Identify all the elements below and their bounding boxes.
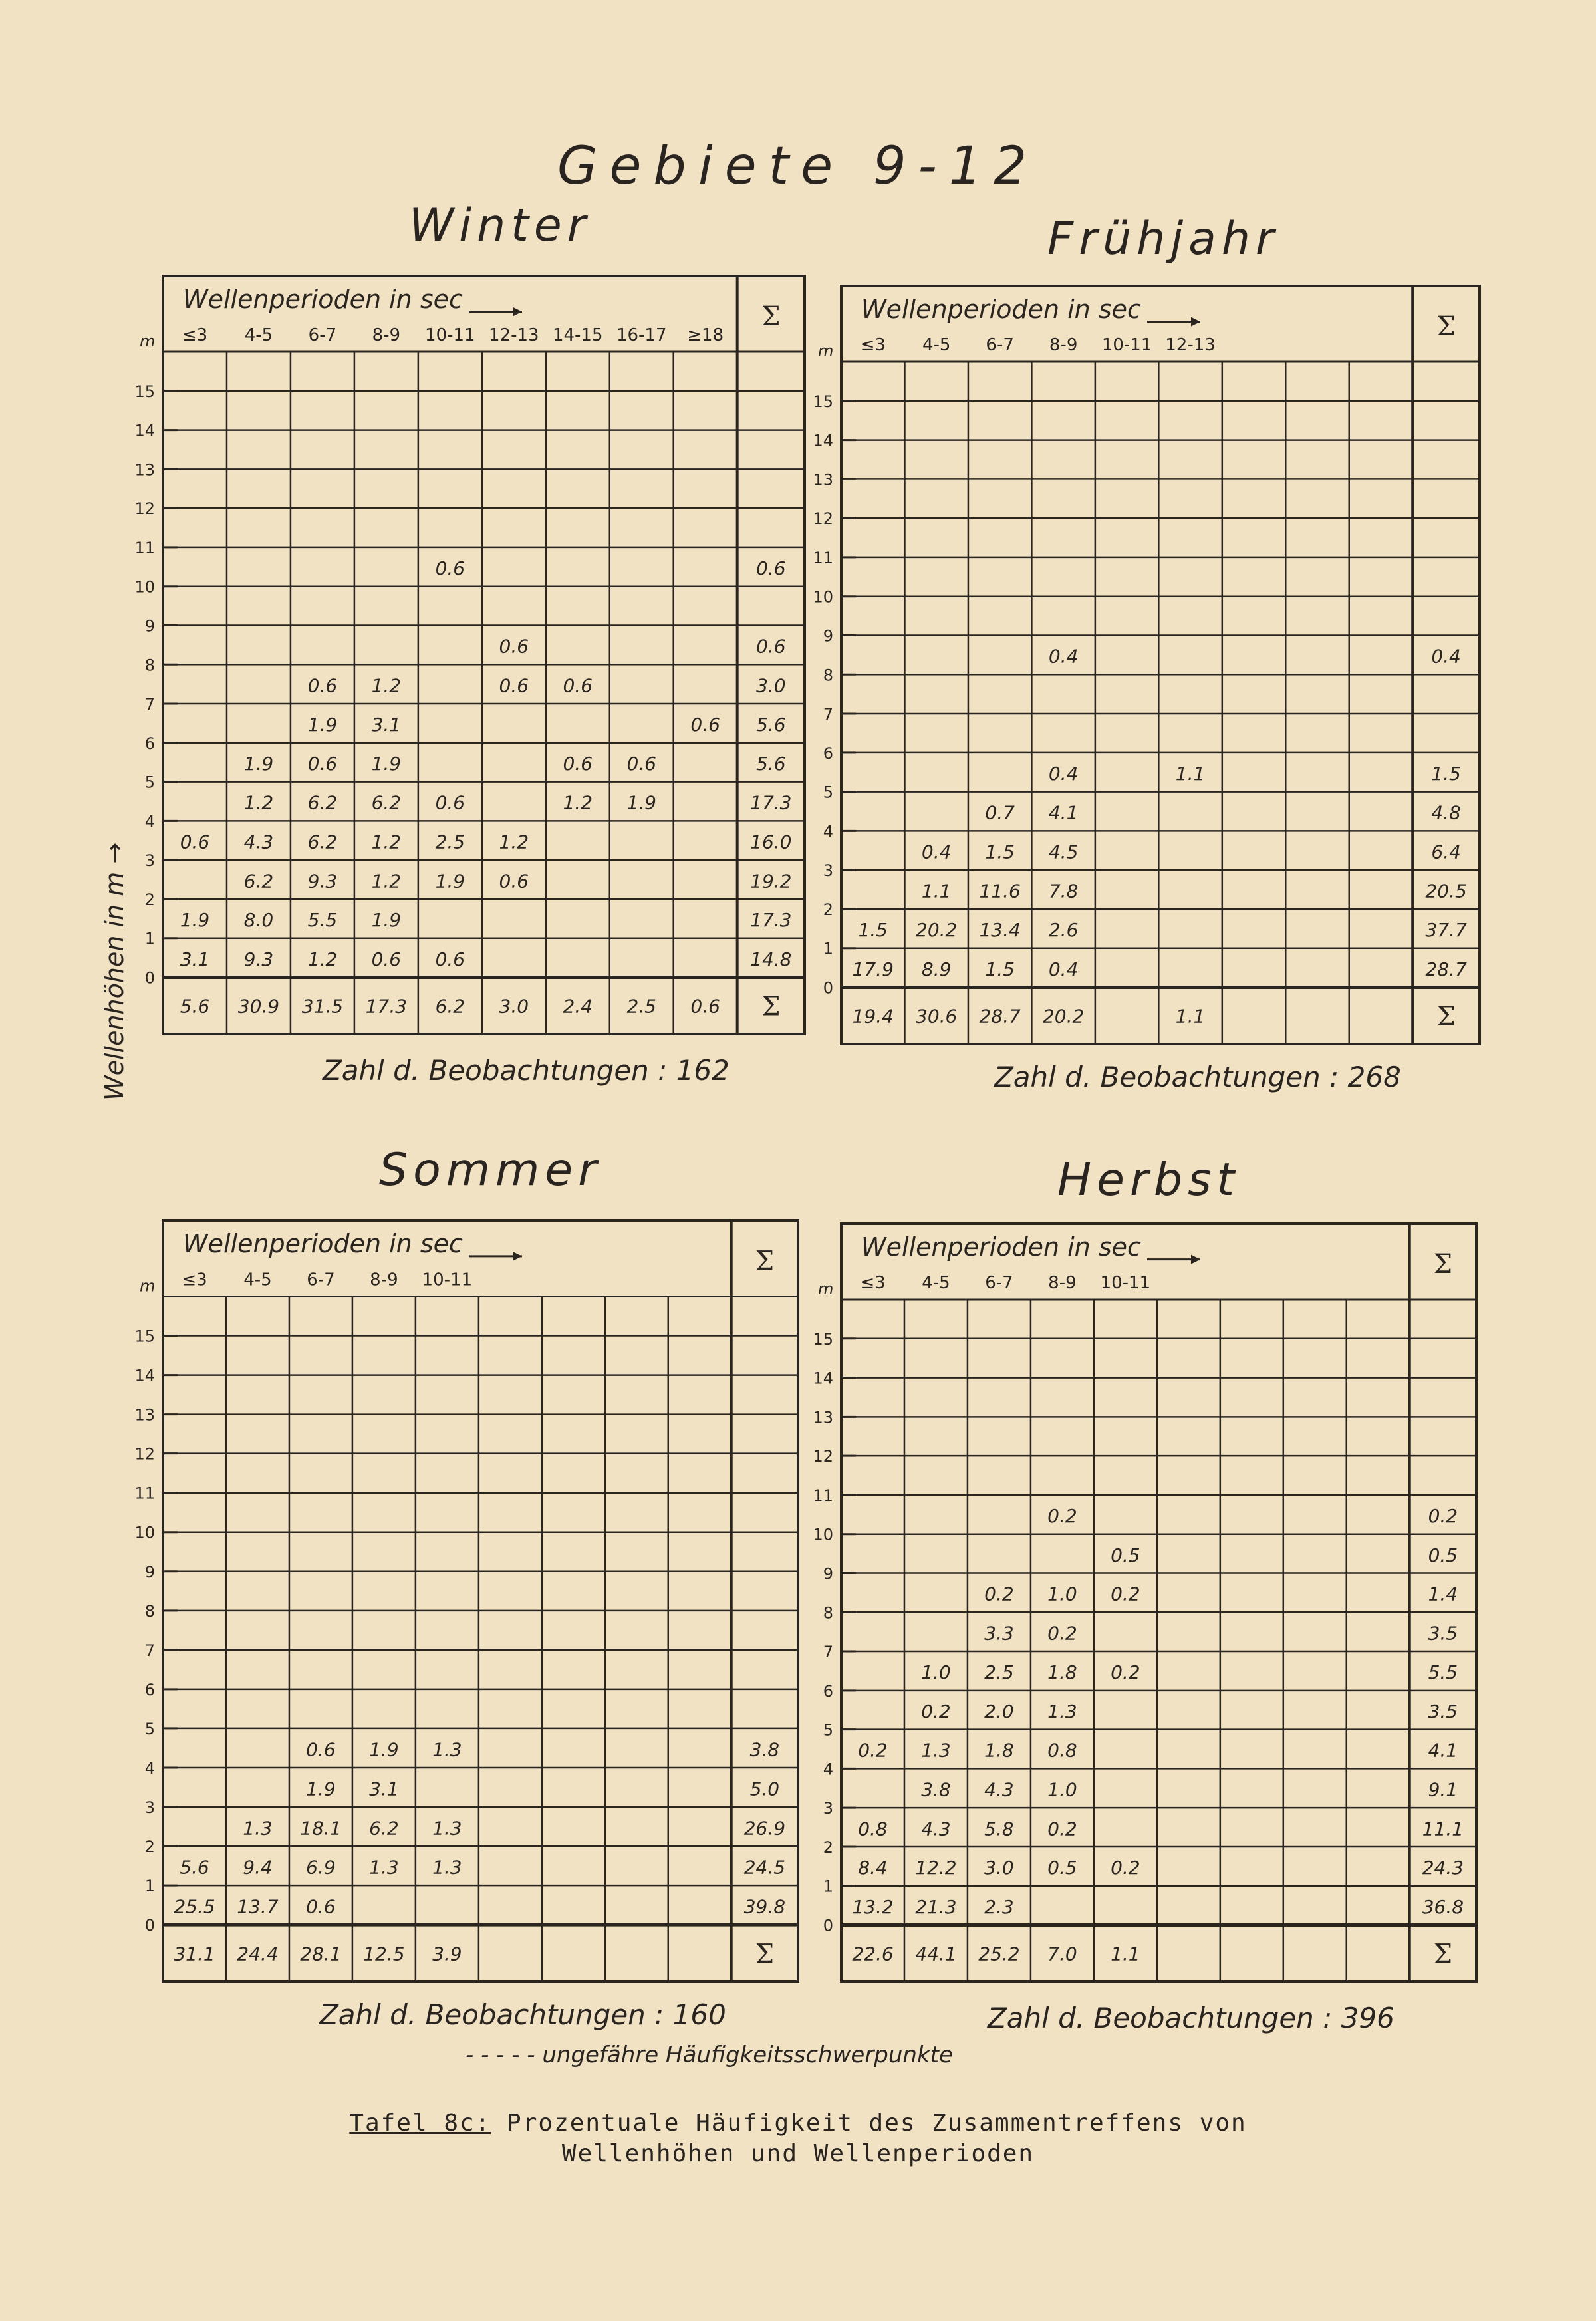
header-axis-label: Wellenperioden in sec [183, 1229, 463, 1259]
column-sum: 30.9 [237, 995, 280, 1018]
column-sum: 30.6 [916, 1005, 958, 1027]
cell-value: 0.2 [1111, 1857, 1140, 1879]
cell-value: 5.5 [307, 909, 338, 932]
column-sum: 22.6 [852, 1943, 894, 1965]
cell-value: 13.7 [237, 1895, 279, 1918]
height-label: 0 [144, 968, 155, 988]
cell-value: 0.6 [306, 1738, 336, 1761]
sum-total-symbol: Σ [1436, 1001, 1456, 1032]
cell-value: 0.2 [858, 1739, 888, 1762]
cell-value: 1.3 [1047, 1700, 1077, 1722]
season-title-herbst: Herbst [1057, 1154, 1240, 1206]
cell-value: 0.6 [435, 791, 466, 814]
height-label: 1 [823, 1877, 833, 1896]
height-label: 7 [823, 1643, 833, 1662]
y-axis-label-text: Wellenhöhen in m [100, 871, 129, 1101]
cell-value: 0.2 [1047, 1622, 1077, 1645]
cell-value: 3.3 [984, 1622, 1014, 1645]
height-label: 14 [134, 421, 155, 440]
row-sum: 1.4 [1428, 1583, 1458, 1605]
column-sum: 1.1 [1111, 1943, 1140, 1965]
legend-text: - - - - - ungefähre Häufigkeitsschwerpunkte [466, 2042, 953, 2068]
height-label: 3 [823, 861, 833, 881]
cell-value: 3.1 [371, 714, 402, 736]
cell-value: 4.1 [1048, 801, 1079, 824]
cell-value: 3.1 [180, 948, 210, 970]
cell-value: 1.5 [858, 919, 888, 942]
cell-value: 20.2 [916, 919, 958, 942]
cell-value: 1.2 [307, 948, 338, 970]
row-sum: 6.4 [1431, 841, 1461, 863]
cell-value: 4.3 [984, 1778, 1014, 1801]
cell-value: 0.4 [1048, 762, 1079, 785]
column-sum: 28.1 [300, 1943, 342, 1965]
height-label: 15 [134, 1327, 155, 1346]
height-label: 4 [144, 812, 155, 831]
cell-value: 1.8 [984, 1739, 1014, 1762]
column-sum: 12.5 [363, 1943, 405, 1965]
period-label: 4-5 [922, 335, 951, 355]
cell-value: 1.2 [371, 870, 402, 892]
height-label: 9 [823, 626, 833, 646]
height-label: 12 [134, 1444, 155, 1464]
cell-value: 0.2 [1047, 1505, 1077, 1528]
height-unit: m [818, 1280, 834, 1298]
height-label: 9 [823, 1564, 833, 1583]
row-sum: 0.6 [756, 557, 786, 580]
row-sum: 39.8 [743, 1895, 786, 1918]
row-sum: 28.7 [1425, 958, 1467, 980]
cell-value: 0.6 [435, 948, 466, 970]
sum-total-symbol: Σ [761, 991, 781, 1022]
height-label: 3 [144, 851, 155, 871]
cell-value: 0.6 [371, 948, 402, 970]
cell-value: 0.4 [921, 841, 952, 863]
cell-value: 17.9 [852, 958, 894, 980]
cell-value: 0.2 [984, 1583, 1014, 1605]
column-sum: 31.1 [174, 1943, 215, 1965]
cell-value: 1.0 [1047, 1583, 1077, 1605]
cell-value: 0.6 [690, 714, 720, 736]
season-title-fruehjahr: Frühjahr [1047, 213, 1279, 265]
cell-value: 0.6 [563, 674, 593, 697]
cell-value: 0.2 [1111, 1661, 1140, 1684]
sum-header: Σ [1436, 311, 1456, 342]
column-sum: 20.2 [1042, 1005, 1085, 1027]
height-label: 14 [813, 1369, 833, 1388]
period-label: 8-9 [1048, 1272, 1077, 1293]
column-sum: 25.2 [978, 1943, 1020, 1965]
row-sum: 26.9 [743, 1817, 786, 1840]
height-label: 13 [813, 470, 833, 489]
height-label: 0 [823, 1916, 833, 1935]
cell-value: 1.1 [1175, 762, 1206, 785]
cell-value: 0.8 [1047, 1739, 1077, 1762]
column-sum: 0.6 [690, 995, 720, 1018]
cell-value: 25.5 [174, 1895, 215, 1918]
cell-value: 6.2 [307, 791, 338, 814]
cell-value: 1.9 [626, 791, 656, 814]
cell-value: 1.9 [435, 870, 466, 892]
period-label: 6-7 [308, 325, 337, 345]
height-label: 5 [144, 773, 155, 792]
page-title: Gebiete 9-12 [557, 136, 1039, 196]
cell-value: 1.2 [243, 791, 274, 814]
height-label: 2 [144, 1838, 155, 1857]
column-sum: 3.0 [499, 995, 529, 1018]
cell-value: 3.1 [369, 1778, 399, 1800]
period-label: 8-9 [372, 325, 401, 345]
row-sum: 0.4 [1431, 645, 1461, 668]
row-sum: 3.5 [1428, 1622, 1458, 1645]
height-label: 12 [813, 509, 833, 529]
observation-count-herbst: Zahl d. Beobachtungen : 396 [988, 2002, 1395, 2034]
sum-total-symbol: Σ [755, 1939, 775, 1970]
height-label: 1 [144, 929, 155, 948]
height-label: 5 [144, 1719, 155, 1738]
period-label: 4-5 [244, 325, 273, 345]
row-sum: 20.5 [1425, 880, 1467, 902]
height-label: 13 [813, 1408, 833, 1427]
height-label: 6 [823, 744, 833, 763]
row-sum: 9.1 [1428, 1778, 1458, 1801]
column-sum: 6.2 [435, 995, 466, 1018]
cell-value: 1.5 [985, 841, 1015, 863]
cell-value: 0.2 [1047, 1818, 1077, 1840]
row-sum: 4.1 [1428, 1739, 1458, 1762]
row-sum: 5.5 [1428, 1661, 1458, 1684]
height-label: 2 [823, 1838, 833, 1857]
height-unit: m [140, 1276, 156, 1296]
column-sum: 17.3 [365, 995, 408, 1018]
row-sum: 1.5 [1431, 762, 1461, 785]
height-label: 0 [144, 1916, 155, 1935]
cell-value: 18.1 [300, 1817, 342, 1840]
cell-value: 1.9 [371, 752, 402, 775]
cell-value: 6.2 [307, 831, 338, 853]
row-sum: 5.6 [756, 714, 786, 736]
cell-value: 0.5 [1111, 1544, 1140, 1566]
height-label: 12 [134, 499, 155, 519]
row-sum: 3.0 [756, 674, 786, 697]
cell-value: 1.3 [243, 1817, 273, 1840]
cell-value: 1.2 [499, 831, 529, 853]
height-label: 9 [144, 616, 155, 636]
cell-value: 1.8 [1047, 1661, 1077, 1684]
height-label: 0 [823, 978, 833, 998]
cell-value: 0.8 [858, 1818, 888, 1840]
height-label: 11 [134, 1484, 155, 1503]
cell-value: 0.2 [921, 1700, 951, 1722]
height-label: 3 [144, 1798, 155, 1818]
period-label: 6-7 [985, 1272, 1013, 1293]
period-label: 12-13 [489, 325, 539, 345]
cell-value: 3.0 [984, 1857, 1014, 1879]
caption-line1: Prozentuale Häufigkeit des Zusammentreffens von [507, 2110, 1247, 2137]
cell-value: 2.5 [984, 1661, 1014, 1684]
cell-value: 1.3 [432, 1856, 462, 1879]
period-label: 16-17 [616, 325, 667, 345]
cell-value: 1.3 [432, 1738, 462, 1761]
period-label: 4-5 [922, 1272, 950, 1293]
period-label: 8-9 [370, 1270, 398, 1290]
height-label: 4 [823, 1760, 833, 1779]
cell-value: 6.2 [369, 1817, 399, 1840]
row-sum: 17.3 [750, 791, 792, 814]
caption [0, 2108, 1596, 2169]
height-label: 6 [823, 1681, 833, 1701]
height-label: 8 [144, 1601, 155, 1621]
cell-value: 0.6 [499, 635, 529, 658]
cell-value: 1.0 [921, 1661, 951, 1684]
cell-value: 12.2 [915, 1857, 957, 1879]
period-label: 10-11 [1101, 335, 1152, 355]
period-label: 6-7 [307, 1270, 335, 1290]
cell-value: 0.6 [307, 752, 338, 775]
cell-value: 1.9 [243, 752, 274, 775]
cell-value: 1.2 [371, 674, 402, 697]
height-label: 2 [144, 890, 155, 909]
caption-line2: Wellenhöhen und Wellenperioden [561, 2140, 1035, 2167]
cell-value: 4.3 [921, 1818, 951, 1840]
column-sum: 24.4 [237, 1943, 279, 1965]
height-label: 15 [134, 382, 155, 401]
height-label: 8 [823, 1603, 833, 1623]
height-label: 11 [813, 548, 833, 567]
column-sum: 5.6 [180, 995, 210, 1018]
column-sum: 19.4 [852, 1005, 894, 1027]
cell-value: 0.4 [1048, 645, 1079, 668]
sum-header: Σ [761, 301, 781, 333]
cell-value: 4.5 [1048, 841, 1079, 863]
height-label: 5 [823, 783, 833, 802]
observation-count-winter: Zahl d. Beobachtungen : 162 [323, 1054, 730, 1087]
header-axis-label: Wellenperioden in sec [861, 1232, 1141, 1262]
sum-total-symbol: Σ [1433, 1939, 1453, 1970]
height-label: 1 [144, 1877, 155, 1896]
period-label: 10-11 [425, 325, 475, 345]
cell-value: 11.6 [979, 880, 1021, 902]
sum-header: Σ [755, 1246, 775, 1277]
header-arrowhead [1191, 1255, 1200, 1264]
height-label: 4 [144, 1758, 155, 1778]
column-sum: 2.4 [563, 995, 593, 1018]
column-sum: 1.1 [1175, 1005, 1206, 1027]
row-sum: 0.6 [756, 635, 786, 658]
height-label: 6 [144, 1680, 155, 1699]
observation-count-sommer: Zahl d. Beobachtungen : 160 [319, 1998, 726, 2031]
row-sum: 17.3 [750, 909, 792, 932]
height-label: 7 [823, 705, 833, 724]
period-label: 6-7 [986, 335, 1014, 355]
cell-value: 1.2 [563, 791, 593, 814]
cell-value: 2.5 [435, 831, 466, 853]
height-label: 14 [813, 431, 833, 450]
cell-value: 2.6 [1048, 919, 1079, 942]
height-label: 5 [823, 1720, 833, 1740]
height-label: 10 [813, 587, 833, 607]
cell-value: 13.2 [852, 1895, 894, 1918]
caption-label: Tafel 8c: [349, 2110, 491, 2137]
cell-value: 8.0 [243, 909, 274, 932]
cell-value: 1.3 [369, 1856, 399, 1879]
cell-value: 1.1 [921, 880, 952, 902]
period-label: ≤3 [860, 1272, 886, 1293]
cell-value: 0.6 [563, 752, 593, 775]
cell-value: 0.6 [307, 674, 338, 697]
cell-value: 1.9 [371, 909, 402, 932]
row-sum: 5.0 [749, 1778, 780, 1800]
height-label: 8 [823, 666, 833, 685]
cell-value: 0.2 [1111, 1583, 1140, 1605]
column-sum: 3.9 [432, 1943, 462, 1965]
row-sum: 24.5 [743, 1856, 786, 1879]
row-sum: 37.7 [1425, 919, 1467, 942]
cell-value: 2.3 [984, 1895, 1014, 1918]
cell-value: 0.6 [499, 870, 529, 892]
cell-value: 0.6 [306, 1895, 336, 1918]
row-sum: 3.8 [749, 1738, 780, 1761]
row-sum: 24.3 [1422, 1857, 1464, 1879]
row-sum: 0.5 [1428, 1544, 1458, 1566]
row-sum: 5.6 [756, 752, 786, 775]
cell-value: 8.4 [858, 1857, 888, 1879]
cell-value: 2.0 [984, 1700, 1014, 1722]
row-sum: 0.2 [1428, 1505, 1458, 1528]
height-label: 4 [823, 822, 833, 841]
period-label: ≤3 [182, 1270, 207, 1290]
season-title-winter: Winter [409, 200, 591, 252]
height-label: 14 [134, 1366, 155, 1385]
height-label: 10 [134, 1523, 155, 1542]
height-label: 3 [823, 1799, 833, 1818]
cell-value: 1.3 [432, 1817, 462, 1840]
cell-value: 5.8 [984, 1818, 1014, 1840]
cell-value: 3.8 [921, 1778, 951, 1801]
cell-value: 0.4 [1048, 958, 1079, 980]
header-axis-label: Wellenperioden in sec [861, 294, 1141, 324]
cell-value: 0.6 [499, 674, 529, 697]
height-label: 10 [134, 577, 155, 597]
cell-value: 1.9 [306, 1778, 336, 1800]
column-sum: 7.0 [1047, 1943, 1077, 1965]
sum-header: Σ [1433, 1249, 1453, 1280]
height-label: 1 [823, 939, 833, 958]
period-label: 8-9 [1049, 335, 1078, 355]
cell-value: 1.9 [180, 909, 210, 932]
cell-value: 7.8 [1048, 880, 1079, 902]
column-sum: 31.5 [301, 995, 344, 1018]
cell-value: 1.0 [1047, 1778, 1077, 1801]
cell-value: 1.2 [371, 831, 402, 853]
height-label: 13 [134, 460, 155, 479]
height-unit: m [140, 332, 156, 350]
period-label: ≤3 [182, 325, 208, 345]
column-sum: 28.7 [979, 1005, 1021, 1027]
cell-value: 8.9 [921, 958, 952, 980]
height-label: 2 [823, 900, 833, 919]
cell-value: 1.9 [307, 714, 338, 736]
height-label: 11 [813, 1486, 833, 1505]
height-label: 12 [813, 1447, 833, 1466]
cell-value: 5.6 [180, 1856, 209, 1879]
cell-value: 9.3 [307, 870, 338, 892]
height-label: 7 [144, 695, 155, 714]
cell-value: 0.6 [435, 557, 466, 580]
period-label: ≤3 [860, 335, 886, 355]
period-label: 4-5 [243, 1270, 272, 1290]
season-title-sommer: Sommer [379, 1144, 602, 1196]
cell-value: 0.7 [985, 801, 1015, 824]
period-label: 12-13 [1165, 335, 1216, 355]
period-label: 14-15 [552, 325, 603, 345]
period-label: ≥18 [687, 325, 724, 345]
row-sum: 36.8 [1422, 1895, 1464, 1918]
cell-value: 21.3 [915, 1895, 957, 1918]
height-label: 15 [813, 392, 833, 411]
cell-value: 0.6 [626, 752, 656, 775]
row-sum: 3.5 [1428, 1700, 1458, 1722]
cell-value: 6.2 [371, 791, 402, 814]
height-label: 9 [144, 1562, 155, 1581]
height-label: 13 [134, 1405, 155, 1425]
cell-value: 1.9 [369, 1738, 399, 1761]
row-sum: 16.0 [750, 831, 792, 853]
cell-value: 13.4 [979, 919, 1021, 942]
cell-value: 4.3 [243, 831, 274, 853]
row-sum: 4.8 [1431, 801, 1461, 824]
cell-value: 9.4 [243, 1856, 273, 1879]
period-label: 10-11 [422, 1270, 473, 1290]
height-label: 15 [813, 1329, 833, 1349]
row-sum: 14.8 [750, 948, 792, 970]
height-label: 6 [144, 734, 155, 753]
column-sum: 44.1 [915, 1943, 957, 1965]
cell-value: 1.3 [921, 1739, 951, 1762]
row-sum: 11.1 [1422, 1818, 1464, 1840]
height-label: 11 [134, 538, 155, 557]
cell-value: 9.3 [243, 948, 274, 970]
height-unit: m [818, 342, 834, 360]
period-label: 10-11 [1100, 1272, 1151, 1293]
observation-count-fruehjahr: Zahl d. Beobachtungen : 268 [994, 1061, 1401, 1093]
height-label: 8 [144, 656, 155, 675]
height-label: 10 [813, 1525, 833, 1544]
cell-value: 6.9 [306, 1856, 336, 1879]
cell-value: 1.5 [985, 958, 1015, 980]
height-label: 7 [144, 1641, 155, 1660]
y-axis-label: Wellenhöhen in m → [100, 842, 129, 1101]
cell-value: 0.6 [180, 831, 210, 853]
column-sum: 2.5 [626, 995, 656, 1018]
cell-value: 6.2 [243, 870, 274, 892]
cell-value: 0.5 [1047, 1857, 1077, 1879]
row-sum: 19.2 [750, 870, 792, 892]
header-axis-label: Wellenperioden in sec [183, 284, 463, 314]
